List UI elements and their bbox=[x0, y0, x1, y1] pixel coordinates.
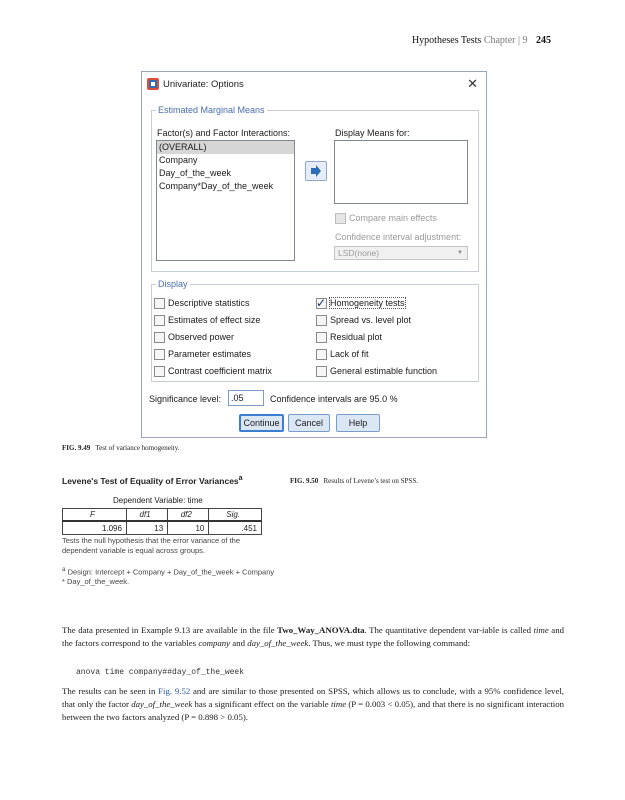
running-head bbox=[412, 35, 551, 46]
general-estimable-checkbox[interactable] bbox=[316, 366, 327, 377]
homogeneity-tests-label: Homogeneity tests bbox=[330, 298, 405, 308]
cell-df1: 13 bbox=[126, 521, 167, 534]
parameter-estimates-label: Parameter estimates bbox=[168, 349, 252, 359]
contrast-matrix-label: Contrast coefficient matrix bbox=[168, 366, 272, 376]
significance-level-label: Significance level: bbox=[149, 394, 222, 404]
cell-sig: .451 bbox=[209, 521, 262, 534]
contrast-matrix-checkbox[interactable] bbox=[154, 366, 165, 377]
fig-9-49-caption bbox=[62, 444, 180, 452]
p2-text-a: The results can be seen in bbox=[62, 686, 159, 696]
header-df1: df1 bbox=[126, 508, 167, 521]
observed-power-checkbox[interactable] bbox=[154, 332, 165, 343]
cell-df2: 10 bbox=[168, 521, 209, 534]
p1-var-company: company bbox=[198, 638, 231, 648]
parameter-estimates-checkbox[interactable] bbox=[154, 349, 165, 360]
fig-9-50-text: Results of Levene’s test on SPSS. bbox=[323, 477, 418, 485]
p2-var-time: time bbox=[330, 699, 347, 709]
fig-9-50-label: FIG. 9.50 bbox=[290, 477, 319, 485]
univariate-options-dialog bbox=[141, 71, 487, 438]
running-head-title: Hypotheses Tests bbox=[411, 35, 482, 46]
body-paragraph-2 bbox=[62, 685, 564, 724]
display-means-label: Display Means for: bbox=[335, 128, 410, 138]
compare-main-effects-checkbox[interactable] bbox=[335, 213, 346, 224]
confidence-interval-text: Confidence intervals are 95.0 % bbox=[270, 394, 398, 404]
levene-table bbox=[62, 508, 262, 535]
homogeneity-tests-checkbox[interactable] bbox=[316, 298, 327, 309]
chevron-down-icon: ▼ bbox=[457, 250, 463, 256]
p2-var-day: day_of_the_week bbox=[131, 699, 193, 709]
p2-text-c: has a significant effect on the variable bbox=[192, 699, 331, 709]
cell-f: 1.096 bbox=[63, 521, 127, 534]
effect-size-label: Estimates of effect size bbox=[168, 315, 261, 325]
fig-9-52-link[interactable]: Fig. 9.52 bbox=[158, 686, 191, 696]
spread-vs-level-label: Spread vs. level plot bbox=[330, 315, 412, 325]
effect-size-checkbox[interactable] bbox=[154, 315, 165, 326]
arrow-right-icon bbox=[306, 162, 326, 180]
p2-text-d: (P = 0.003 < 0.05), and that there is no significant interaction between the two factors analyzed (P = 0.898 > 0.05). bbox=[62, 699, 565, 722]
descriptive-statistics-checkbox[interactable] bbox=[154, 298, 165, 309]
general-estimable-label: General estimable function bbox=[330, 366, 438, 376]
spss-app-icon bbox=[146, 77, 160, 91]
levene-foot-text: Design: Intercept + Company + Day_of_the_week + Company * Day_of_the_week. bbox=[62, 567, 275, 587]
levene-foot-sup: a bbox=[62, 565, 66, 573]
factors-label: Factor(s) and Factor Interactions: bbox=[157, 128, 291, 138]
running-head-chapter-num: 9 bbox=[522, 35, 528, 46]
p1-text-b: . The quantitative dependent var-iable is called bbox=[364, 625, 534, 635]
p1-file: Two_Way_ANOVA.dta bbox=[277, 625, 365, 635]
body-paragraph-1 bbox=[62, 624, 564, 650]
emm-legend: Estimated Marginal Means bbox=[158, 105, 265, 115]
spread-vs-level-checkbox[interactable] bbox=[316, 315, 327, 326]
p1-text-d: and bbox=[230, 638, 248, 648]
levene-title-sup: a bbox=[238, 474, 243, 482]
factor-item-overall[interactable]: (OVERALL) bbox=[157, 141, 294, 154]
lack-of-fit-checkbox[interactable] bbox=[316, 349, 327, 360]
ci-adjustment-value: LSD(none) bbox=[338, 248, 380, 258]
header-f: F bbox=[63, 508, 127, 521]
ci-adjustment-label: Confidence interval adjustment: bbox=[335, 232, 462, 242]
page-number: 245 bbox=[536, 35, 551, 46]
descriptive-statistics-label: Descriptive statistics bbox=[168, 298, 250, 308]
levene-note: Tests the null hypothesis that the error variance of the dependent variable is equal across groups. bbox=[62, 535, 241, 555]
ci-adjustment-dropdown[interactable] bbox=[334, 246, 468, 260]
levene-title-text: Levene's Test of Equality of Error Variances bbox=[62, 475, 239, 486]
residual-plot-checkbox[interactable] bbox=[316, 332, 327, 343]
factor-item-day[interactable]: Day_of_the_week bbox=[159, 168, 232, 178]
fig-9-49-label: FIG. 9.49 bbox=[62, 444, 91, 452]
significance-level-input[interactable]: .05 bbox=[228, 390, 264, 406]
levene-title bbox=[62, 474, 277, 486]
levene-footnote bbox=[62, 565, 277, 588]
close-icon[interactable]: ✕ bbox=[467, 76, 478, 91]
fig-9-50-caption bbox=[290, 477, 418, 485]
dialog-title: Univariate: Options bbox=[163, 79, 244, 90]
factor-item-company[interactable]: Company bbox=[159, 155, 198, 165]
header-sig: Sig. bbox=[209, 508, 262, 521]
cancel-button[interactable]: Cancel bbox=[288, 414, 330, 432]
compare-main-effects-label: Compare main effects bbox=[349, 213, 437, 223]
residual-plot-label: Residual plot bbox=[330, 332, 383, 342]
stata-command: anova time company##day_of_the_week bbox=[76, 668, 245, 677]
factor-item-interaction[interactable]: Company*Day_of_the_week bbox=[159, 181, 274, 191]
factors-listbox[interactable] bbox=[156, 140, 295, 261]
display-legend: Display bbox=[158, 279, 188, 289]
p1-text-c: and the factors correspond to the variables bbox=[62, 625, 564, 648]
help-button[interactable]: Help bbox=[336, 414, 380, 432]
display-means-listbox[interactable] bbox=[334, 140, 468, 204]
p2-text-b: and are similar to those presented on SPSS, which allows us to conclude, with a 95% confidence level, that only the factor bbox=[62, 686, 564, 709]
p1-var-day: day_of_the_week bbox=[247, 638, 309, 648]
p1-var-time: time bbox=[533, 625, 549, 635]
checkmark-icon: ✓ bbox=[316, 296, 327, 310]
running-head-sep: | bbox=[517, 35, 520, 46]
p1-text-e: . Thus, we must type the following command: bbox=[308, 638, 471, 648]
table-header-row bbox=[63, 508, 262, 521]
header-df2: df2 bbox=[168, 508, 209, 521]
levene-dependent-variable: Dependent Variable: time bbox=[113, 495, 203, 505]
continue-button[interactable]: Continue bbox=[239, 414, 284, 432]
lack-of-fit-label: Lack of fit bbox=[330, 349, 369, 359]
levene-output bbox=[62, 474, 277, 587]
move-right-button[interactable] bbox=[305, 161, 327, 181]
dialog-titlebar bbox=[142, 72, 486, 97]
table-row bbox=[63, 521, 262, 534]
observed-power-label: Observed power bbox=[168, 332, 235, 342]
fig-9-49-text: Test of variance homogeneity. bbox=[95, 444, 180, 452]
running-head-chapter: Chapter bbox=[483, 35, 516, 46]
p1-text-a: The data presented in Example 9.13 are available in the file bbox=[62, 625, 278, 635]
